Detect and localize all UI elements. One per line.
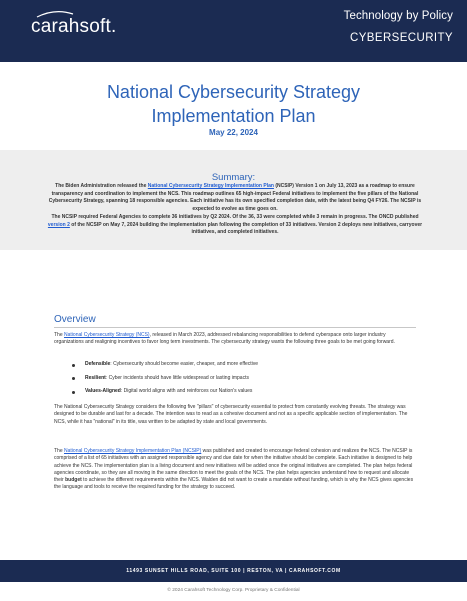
bullet-icon [72, 391, 75, 394]
list-item [72, 361, 412, 375]
title-line-2: Implementation Plan [151, 106, 316, 126]
logo-text: carahsoft. [31, 16, 117, 37]
bullet-term: Resilient [85, 374, 106, 381]
summary-p2-text-b: of the NCSIP on May 7, 2024 building the implementation plan following the completion of 33 initiatives. Version 2 deploys new initiatives, carryover initiatives, and completed initiatives. [69, 221, 423, 236]
ncsip-link[interactable]: National Cybersecurity Strategy Implementation Plan [147, 183, 274, 189]
version-2-link[interactable]: version 2 [47, 221, 70, 228]
overview-paragraph-3 [54, 448, 416, 492]
overview-divider [54, 327, 416, 328]
summary-p2-text-a: The NCSIP required Federal Agencies to complete 36 initiatives by Q2 2024. Of the 36, 33 were completed while 3 remain in progress. The ONCD published [51, 213, 419, 220]
document-title [0, 80, 467, 128]
bullet-text: : Cybersecurity should become easier, cheaper, and more effective [110, 361, 259, 367]
document-date: May 22, 2024 [209, 128, 258, 137]
copyright-notice: © 2024 Carahsoft Technology Corp. Proprietary & Confidential [167, 588, 300, 593]
goals-list [72, 361, 412, 402]
overview-p1-text-b: , released in March 2023, addressed rebalancing responsibilities to defend cyberspace onto larger industry organizations and realigning incentives to favor long term investments. The cybersecurity strategy wants the following three goals to be met going forward. [54, 332, 395, 346]
summary-heading: Summary: [211, 172, 256, 183]
title-line-1: National Cybersecurity Strategy [106, 82, 361, 102]
overview-p2-text: The National Cybersecurity Strategy considers the following five "pillars" of cybersecurity essential to protect from constantly evolving threats. The strategy was designed to be durable and last for a decade. The intention was to read as a cohesive document and not as a specific applicable section of implementation. The NCS, while it has "national" in its title, was written to be adapted by state and local governments. [54, 404, 408, 425]
summary-body [44, 183, 426, 237]
bullet-text: : Cyber incidents should have little widespread or lasting impacts [105, 374, 249, 381]
bullet-text: : Digital world aligns with and reinforces our Nation's values [120, 388, 253, 394]
overview-paragraph-2 [54, 404, 416, 426]
overview-p3-text-c: to achieve the different requirements within the NCS. Walden did not want to create a mandate without funding, which is why the NCS gives agencies the language and tools to receive the required funding for the strategy to succeed. [54, 477, 414, 491]
page-header [0, 0, 467, 62]
summary-paragraph-2 [44, 214, 426, 237]
summary-paragraph-1 [44, 183, 426, 214]
header-tagline: Technology by Policy [343, 10, 453, 22]
overview-p3-text-b: was published and created to encourage federal cohesion and realizes the NCS. The NCSIP is comprised of a list of 65 initiatives with an assigned responsible agency and due date for when the initiative should be complete. Each initiative is designed to help achieve the NCS. The implementation plan is a living document and new initiatives will be added once the original initiatives are completed. The plan helps federal agencies coordinate, so they are all moving in the same direction to meet the goals of the NCS. The plan helps agencies understand how to request and allocate their [54, 448, 413, 484]
bullet-term: Defensible [85, 361, 111, 367]
footer-address: 11493 SUNSET HILLS ROAD, SUITE 100 | RESTON, VA | CARAHSOFT.COM [126, 568, 341, 574]
page-footer [0, 560, 467, 582]
bullet-term: Values-Aligned [85, 388, 121, 394]
list-item [72, 388, 412, 402]
ncsip-plan-link[interactable]: National Cybersecurity Strategy Implementation Plan (NCSIP) [64, 448, 202, 454]
carahsoft-logo [31, 16, 116, 38]
bullet-icon [72, 377, 75, 380]
list-item [72, 375, 412, 389]
summary-p1-text-b: (NCSIP) Version 1 on July 13, 2023 as a roadmap to ensure transparency and coordination to implement the NCS. This roadmap outlines 65 high-impact Federal initiatives to implement the five pillars of the National Cybersecurity Strategy, spanning 18 responsible agencies. Each initiative has its own specified completion date, with the latest being Q4 FY26. The NCSIP is expected to evolve as time goes on. [48, 183, 422, 213]
overview-p1-text-a: The [54, 332, 65, 338]
summary-p1-text-a: The Biden Administration released the [55, 183, 148, 189]
overview-heading: Overview [54, 314, 96, 325]
overview-p3-budget: budget [65, 477, 82, 484]
overview-paragraph-1 [54, 332, 416, 347]
header-category: CYBERSECURITY [350, 32, 453, 44]
logo-swoosh-icon [35, 10, 75, 18]
overview-p3-text-a: The [54, 448, 65, 454]
ncs-link[interactable]: National Cybersecurity Strategy (NCS) [64, 332, 150, 338]
header-right [344, 10, 453, 44]
bullet-icon [72, 364, 75, 367]
